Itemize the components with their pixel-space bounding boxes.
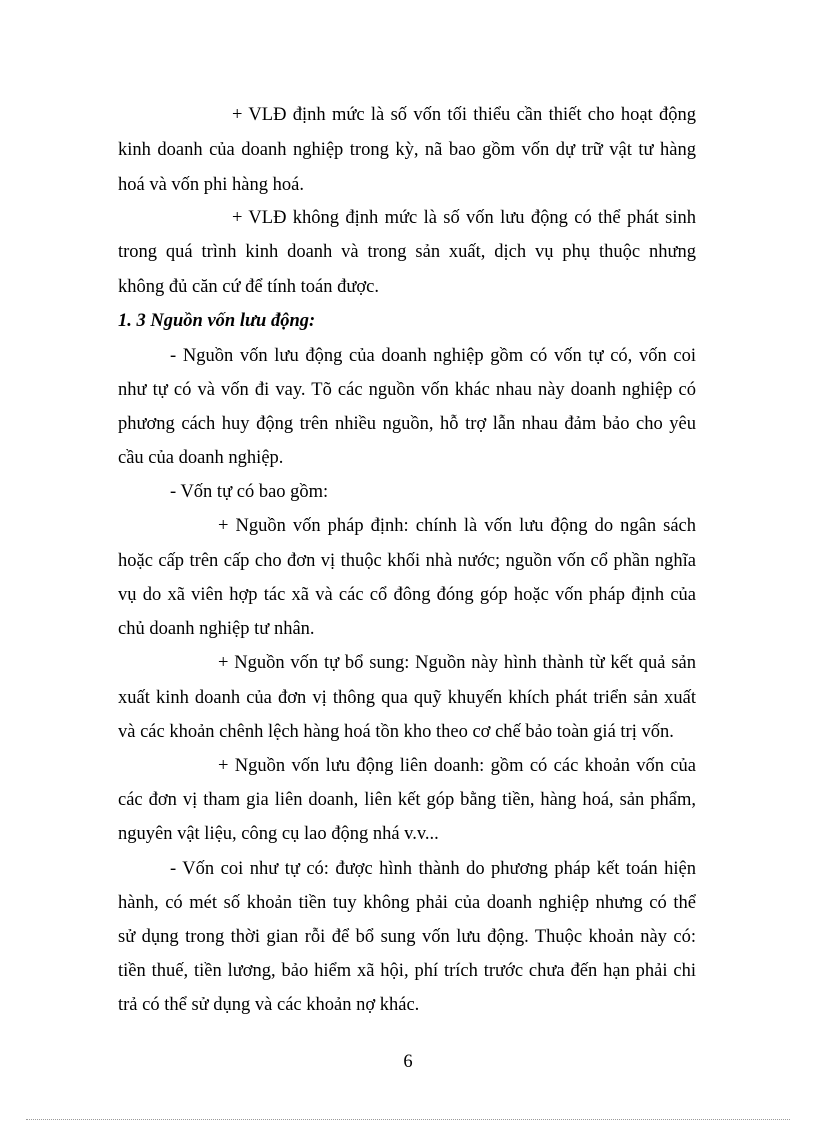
section-heading: 1. 3 Nguồn vốn lưu động:: [118, 311, 316, 331]
paragraph-line: - Vốn coi như tự có: được hình thành do phương pháp kết toán hiện: [170, 859, 696, 879]
paragraph-line: như tự có và vốn đi vay. Tõ các nguồn vốn khác nhau này doanh nghiệp có: [118, 380, 696, 400]
paragraph-line: + Nguồn vốn pháp định: chính là vốn lưu động do ngân sách: [218, 516, 696, 536]
paragraph-line: cầu của doanh nghiệp.: [118, 448, 284, 468]
paragraph-line: tiền thuế, tiền lương, bảo hiểm xã hội, phí trích trước chưa đến hạn phải chi: [118, 961, 696, 981]
paragraph-line: kinh doanh của doanh nghiệp trong kỳ, nã bao gồm vốn dự trữ vật tư hàng: [118, 140, 696, 160]
page-number: 6: [403, 1052, 413, 1072]
paragraph-line: trong quá trình kinh doanh và trong sản xuất, dịch vụ phụ thuộc nhưng: [118, 242, 696, 262]
paragraph-line: các đơn vị tham gia liên doanh, liên kết góp bằng tiền, hàng hoá, sản phẩm,: [118, 790, 696, 810]
paragraph-line: - Vốn tự có bao gồm:: [170, 482, 329, 502]
paragraph-line: chủ doanh nghiệp tư nhân.: [118, 619, 315, 639]
paragraph-line: sử dụng trong thời gian rỗi để bổ sung vốn lưu động. Thuộc khoản này có:: [118, 927, 696, 947]
paragraph-line: + VLĐ định mức là số vốn tối thiểu cần thiết cho hoạt động: [232, 105, 696, 125]
paragraph-line: không đủ căn cứ để tính toán được.: [118, 277, 380, 297]
footer-divider: [26, 1119, 790, 1120]
paragraph-line: hành, có mét số khoản tiền tuy không phải của doanh nghiệp nhưng có thể: [118, 893, 696, 913]
paragraph-line: và các khoản chênh lệch hàng hoá tồn kho theo cơ chế bảo toàn giá trị vốn.: [118, 722, 674, 742]
paragraph-line: + VLĐ không định mức là số vốn lưu động có thể phát sinh: [232, 208, 696, 228]
paragraph-line: phương cách huy động trên nhiều nguồn, hỗ trợ lẫn nhau đảm bảo cho yêu: [118, 414, 696, 434]
paragraph-line: hoặc cấp trên cấp cho đơn vị thuộc khối nhà nước; nguồn vốn cổ phần nghĩa: [118, 551, 696, 571]
paragraph-line: - Nguồn vốn lưu động của doanh nghiệp gồm có vốn tự có, vốn coi: [170, 346, 696, 366]
paragraph-line: xuất kinh doanh của đơn vị thông qua quỹ khuyến khích phát triển sản xuất: [118, 688, 696, 708]
paragraph-line: + Nguồn vốn tự bổ sung: Nguồn này hình thành từ kết quả sản: [218, 653, 696, 673]
paragraph-line: trả có thể sử dụng và các khoản nợ khác.: [118, 995, 420, 1015]
paragraph-line: hoá và vốn phi hàng hoá.: [118, 175, 304, 195]
paragraph-line: nguyên vật liệu, công cụ lao động nhá v.v...: [118, 824, 439, 844]
paragraph-line: + Nguồn vốn lưu động liên doanh: gồm có các khoản vốn của: [218, 756, 696, 776]
paragraph-line: vụ do xã viên hợp tác xã và các cổ đông đóng góp hoặc vốn pháp định của: [118, 585, 696, 605]
